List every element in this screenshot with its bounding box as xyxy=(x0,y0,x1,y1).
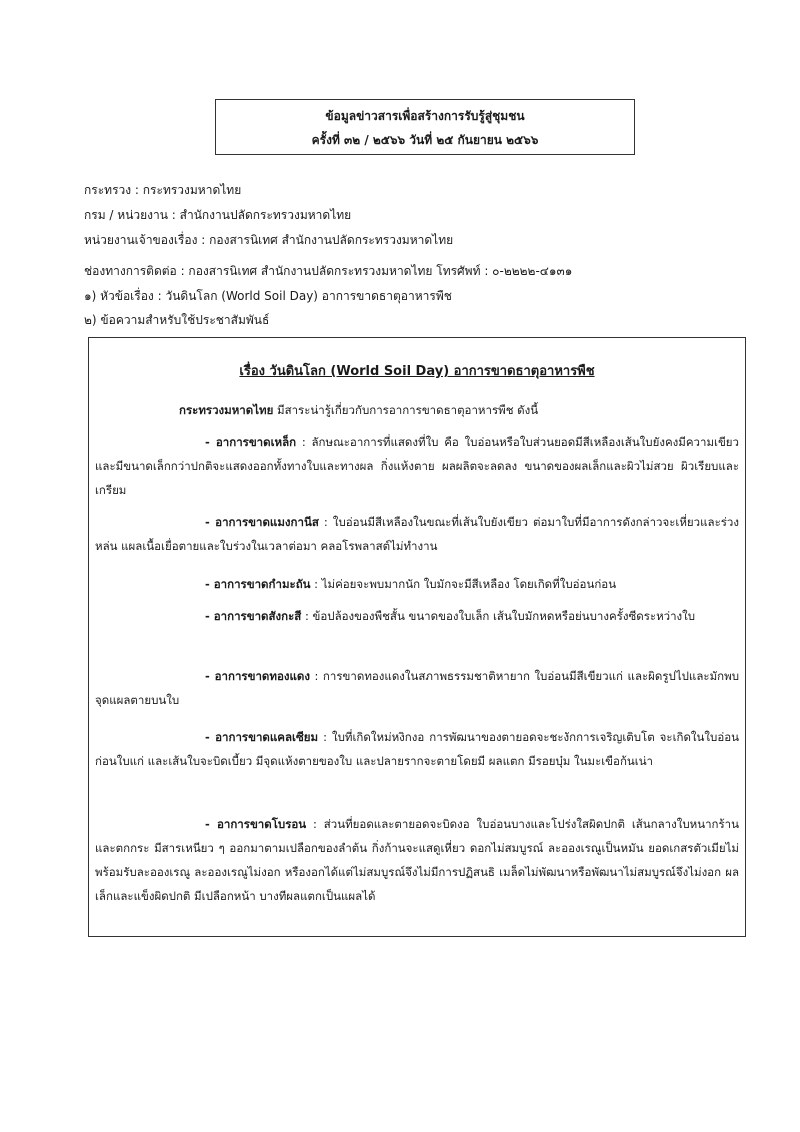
item-text: : การขาดทองแดงในสภาพธรรมชาติหายาก ใบอ่อนมีสีเขียวแก่ และผิดรูปไปและมักพบจุดแผลตายบนใบ xyxy=(95,669,739,707)
intro-paragraph xyxy=(95,398,739,422)
item-sulfur xyxy=(95,572,739,596)
meta-ministry: กระทรวง : กระทรวงมหาดไทย xyxy=(84,183,242,197)
header-issue: ครั้งที่ ๓๒ / ๒๕๖๖ วันที่ ๒๕ กันยายน ๒๕๖๖ xyxy=(311,133,539,147)
item-zinc xyxy=(95,604,739,628)
content-title: เรื่อง วันดินโลก (World Soil Day) อาการขาดธาตุอาหารพืช xyxy=(239,364,595,379)
item-text: : ไม่ค่อยจะพบมากนัก ใบมักจะมีสีเหลือง โดยเกิดที่ใบอ่อนก่อน xyxy=(310,577,617,591)
item-text: : ข้อปล้องของพืชสั้น ขนาดของใบเล็ก เส้นใบมักหดหรือย่นบางครั้งซีดระหว่างใบ xyxy=(301,609,696,623)
intro-text: มีสาระน่ารู้เกี่ยวกับการอาการขาดธาตุอาหารพืช ดังนี้ xyxy=(273,403,539,417)
intro-bold: กระทรวงมหาดไทย xyxy=(179,403,274,417)
item-calcium xyxy=(95,725,739,773)
meta-contact: ช่องทางการติดต่อ : กองสารนิเทศ สำนักงานปลัดกระทรวงมหาดไทย โทรศัพท์ : ๐-๒๒๒๒-๔๑๓๑ xyxy=(84,264,573,278)
item-manganese xyxy=(95,510,739,558)
header-title: ข้อมูลข่าวสารเพื่อสร้างการรับรู้สู่ชุมชน xyxy=(325,109,525,123)
meta-owner: หน่วยงานเจ้าของเรื่อง : กองสารนิเทศ สำนักงานปลัดกระทรวงมหาดไทย xyxy=(84,233,454,247)
item-name: - อาการขาดแคลเซียม xyxy=(205,730,319,744)
item-boron xyxy=(95,812,739,908)
item-copper xyxy=(95,664,739,712)
item-text: : ใบอ่อนมีสีเหลืองในขณะที่เส้นใบยังเขียว ต่อมาใบที่มีอาการดังกล่าวจะเหี่ยวและร่วงหล่น แผลเนื้อเยื่อตายและใบร่วงในเวลาต่อมา คลอโรพลาสต์ไม่ทำงาน xyxy=(95,515,739,553)
header-box xyxy=(215,99,635,155)
item-name: - อาการขาดกำมะถัน xyxy=(205,577,311,591)
meta-topic: ๑) หัวข้อเรื่อง : วันดินโลก (World Soil Day) อาการขาดธาตุอาหารพืช xyxy=(84,289,452,303)
item-name: - อาการขาดทองแดง xyxy=(205,669,310,683)
content-box xyxy=(88,337,746,937)
meta-message: ๒) ข้อความสำหรับใช้ประชาสัมพันธ์ xyxy=(84,313,270,327)
item-text: : ใบที่เกิดใหม่หงิกงอ การพัฒนาของตายอดจะชะงักการเจริญเติบโต จะเกิดในใบอ่อนก่อนใบแก่ และเส้นใบจะบิดเบี้ยว มีจุดแห้งตายของใบ และปลายรากจะตายโดยมี ผลแตก มีรอยบุ๋ม ในมะเขือก้นเน่า xyxy=(95,730,740,768)
item-name: - อาการขาดเหล็ก xyxy=(205,435,297,449)
item-text: : ลักษณะอาการที่แสดงที่ใบ คือ ใบอ่อนหรือใบส่วนยอดมีสีเหลืองเส้นใบยังคงมีความเขียว และมีขนาดเล็กกว่าปกติจะแสดงออกทั้งทางใบและทางผล กิ่งแห้งตาย ผลผลิตจะลดลง ขนาดของผลเล็กและผิวไม่สวย ผิวเรียบและเกรียม xyxy=(95,435,740,497)
item-name: - อาการขาดสังกะสี xyxy=(205,609,302,623)
item-iron xyxy=(95,430,739,502)
item-name: - อาการขาดแมงกานีส xyxy=(205,515,319,529)
meta-department: กรม / หน่วยงาน : สำนักงานปลัดกระทรวงมหาดไทย xyxy=(84,208,352,222)
item-name: - อาการขาดโบรอน xyxy=(205,817,307,831)
item-text: : ส่วนที่ยอดและตายอดจะบิดงอ ใบอ่อนบางและโปร่งใสผิดปกติ เส้นกลางใบหนากร้าน และตกกระ มีสารเหนียว ๆ ออกมาตามเปลือกของลำต้น กิ่งก้านจะแสดูเหี่ยว ดอกไม่สมบูรณ์ ละอองเรณูเป็นหมัน ยอดเกสรตัวเมียไม่พร้อมรับละอองเรณู ละอองเรณูไม่งอก หรืองอกได้แต่ไม่สมบูรณ์จึงไม่มีการปฏิสนธิ เมล็ดไม่พัฒนาหรือพัฒนาไม่สมบูรณ์จึงไม่งอก ผลเล็กและแข็งผิดปกติ มีเปลือกหน้า บางทีผลแตกเป็นแผลได้ xyxy=(95,817,739,903)
